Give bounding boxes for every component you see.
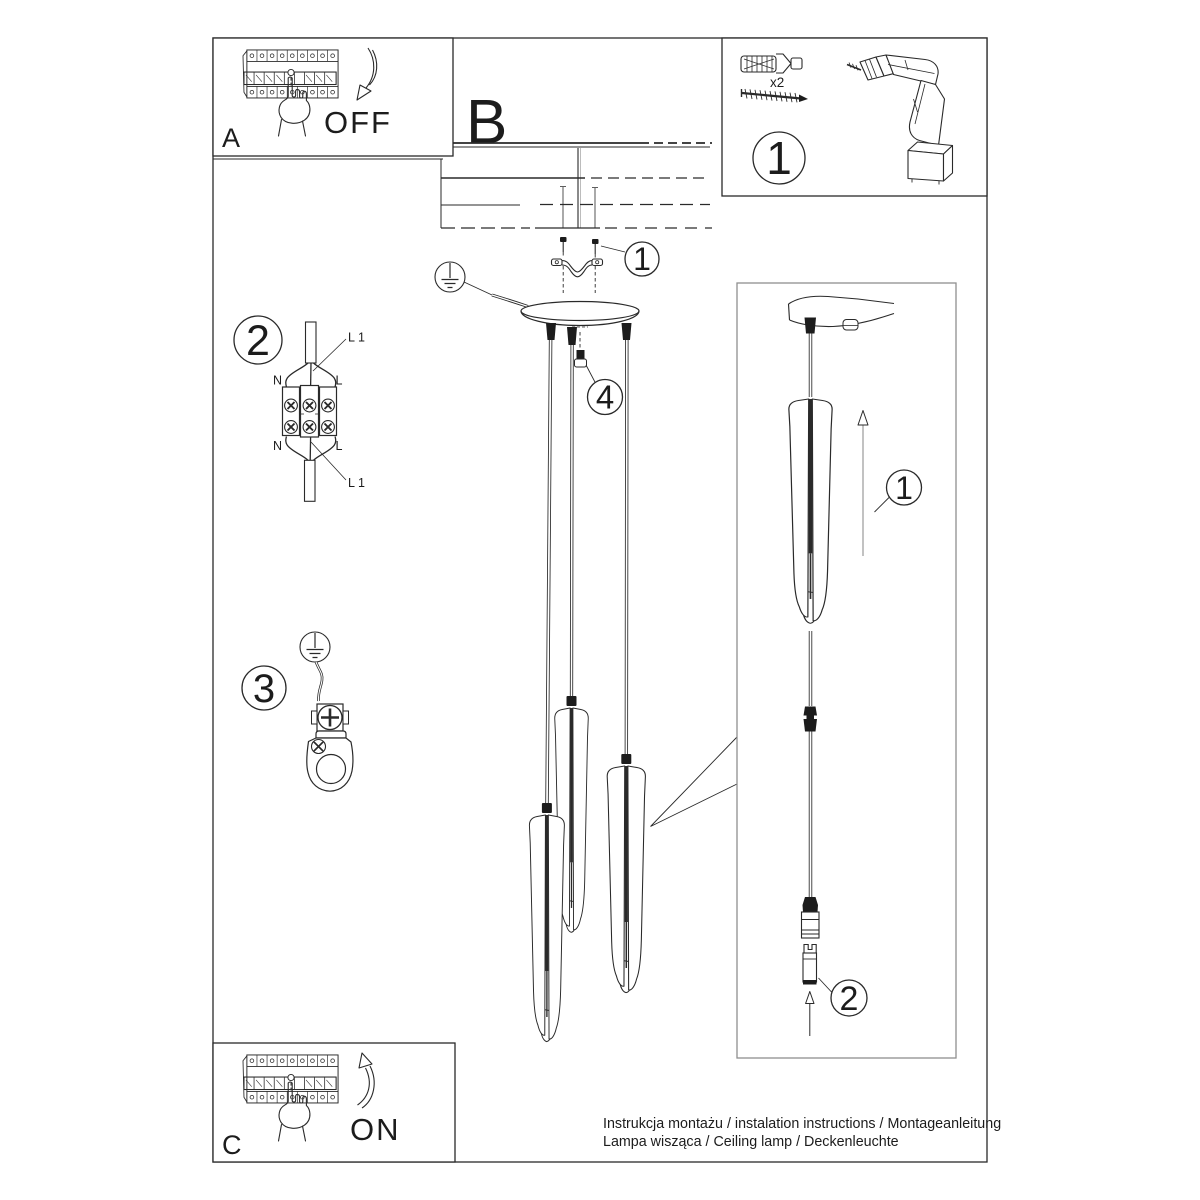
ground-panel [242,632,353,791]
bracket-badge-leader [601,246,625,252]
footer-line1: Instrukcja montażu / instalation instructions / Montageanleitung [603,1116,1002,1132]
panel-b-ceiling-mount [441,88,712,293]
connector-badge: 2 [839,980,859,1018]
panel-c-breaker-on [213,1043,455,1162]
cable-lock-badge: 4 [595,378,615,416]
cable-sleeve-bottom [305,460,316,501]
ground-leader [464,282,492,295]
page-frame [213,38,987,1162]
cable-lock-leader [586,365,596,384]
wires-top [286,363,336,387]
panel-c-letter: C [222,1130,242,1160]
panel-a-breaker-off [213,38,453,159]
pendant-cap-middle [567,696,577,706]
label-l1-top: L 1 [348,330,365,345]
lift-arrow-icon [858,411,868,557]
quick-connector-lower [803,945,817,985]
footer-line2: Lampa wisząca / Ceiling lamp / Deckenleuchte [603,1134,899,1150]
panel-c-action-label: ON [350,1112,401,1147]
detail-panel [737,283,956,1058]
canopy [521,302,639,328]
mounting-screws [560,187,599,294]
pendant-assembly [435,262,737,1042]
quick-connector-upper [802,897,820,938]
push-up-arrow-icon [806,992,814,1037]
panel-b-letter: B [466,88,508,157]
detail-cord-grip [805,318,817,334]
panel-a-action-label: OFF [324,105,392,140]
label-l-top: L [335,373,343,388]
cable-sleeve-top [306,322,317,363]
ground-badge: 3 [252,667,276,711]
ground-clamp [312,704,349,731]
pendant-cap-right [621,754,631,764]
l1-top-leader [313,339,346,371]
pendant-cap-left [542,803,552,813]
connector-badge-leader [819,978,832,992]
wiring-badge: 2 [246,317,270,365]
pendant-shade-right [607,766,645,993]
label-l-bottom: L [335,439,343,453]
ground-symbol-icon [300,632,330,662]
cord-grips [546,323,632,345]
detail-cable-upper [809,333,812,397]
tools-badge: 1 [766,132,792,184]
wiring-panel [234,316,365,501]
lift-badge-leader [875,498,890,513]
lift-badge: 1 [895,470,913,506]
terminal-block [283,386,337,438]
pendant-shade-left [529,815,564,1042]
tools-panel [722,38,987,196]
detail-shade [789,399,832,623]
wires-bottom [286,437,336,461]
bracket-badge: 1 [633,241,651,277]
ground-symbol-icon [435,262,465,292]
label-n-top: N [272,373,282,388]
cable-lock [575,332,587,367]
label-l1-bottom: L 1 [348,476,365,490]
quantity-label: x2 [770,75,785,90]
detail-panel-box [737,283,956,1058]
grip-cover [843,320,858,331]
panel-a-letter: A [222,123,241,153]
inline-connector [804,707,818,732]
footer [603,1116,1001,1150]
detail-pointer-lines [651,737,738,827]
detail-canopy [789,296,895,333]
label-n-bottom: N [272,439,282,453]
lamp-holder [307,731,353,791]
detail-cable-mid [809,631,812,706]
detail-cable-lower [809,732,812,898]
